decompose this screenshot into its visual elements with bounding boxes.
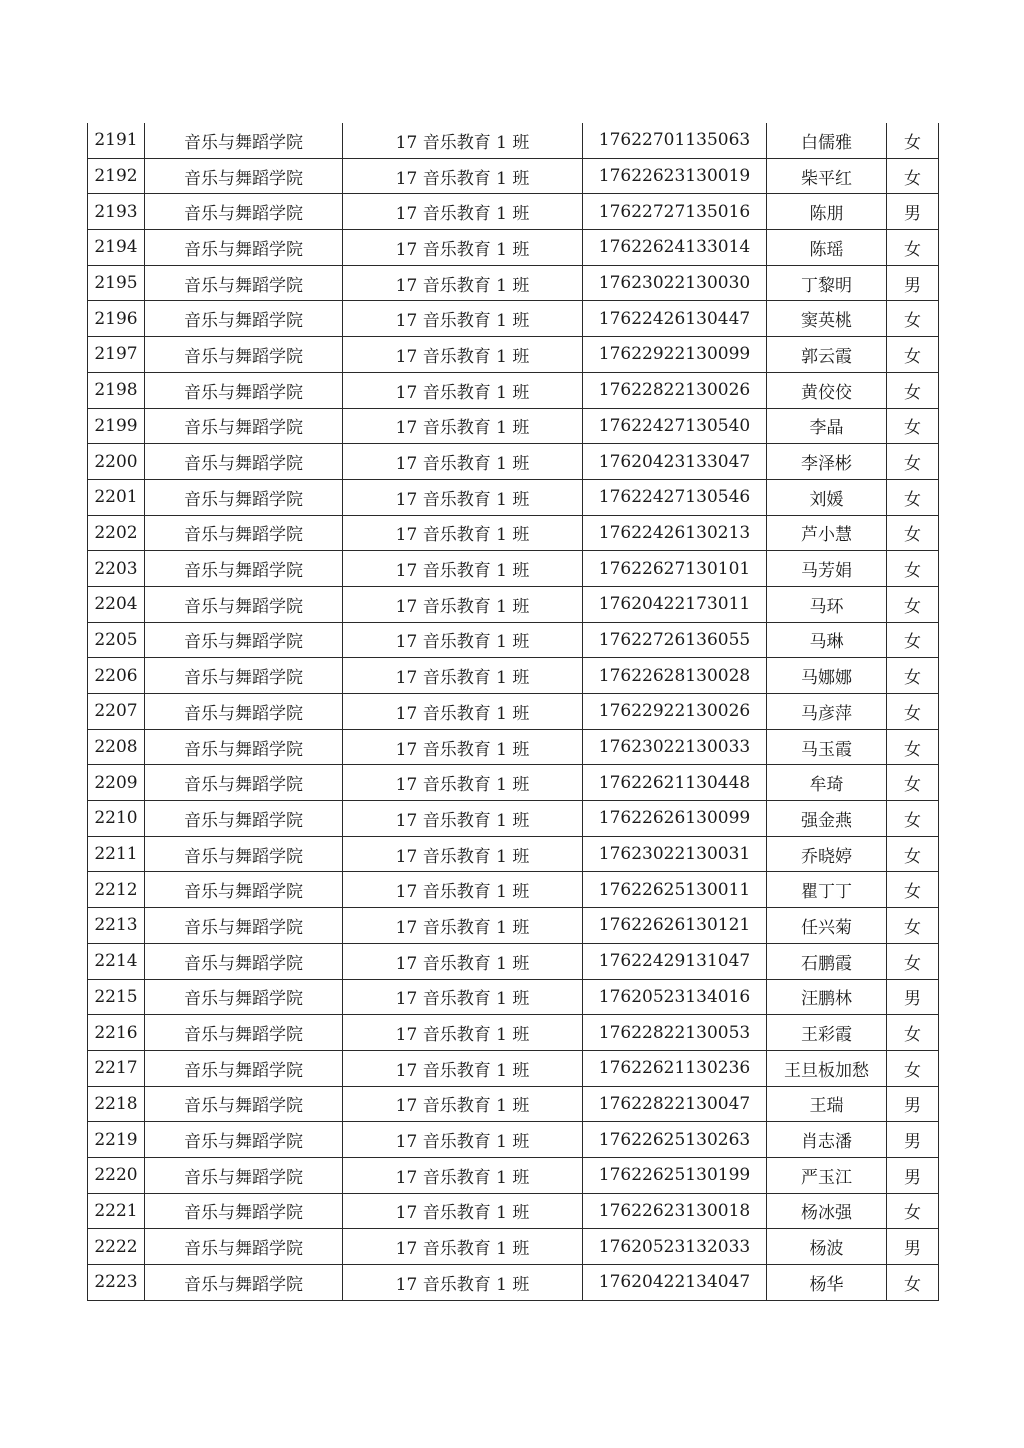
class-cell: 17 音乐教育 1 班 <box>343 444 583 480</box>
college-cell: 音乐与舞蹈学院 <box>145 230 343 266</box>
class-cell: 17 音乐教育 1 班 <box>343 372 583 408</box>
student-id-cell: 17622726136055 <box>583 622 767 658</box>
table-row <box>88 408 939 444</box>
gender-cell: 女 <box>887 836 939 872</box>
gender-cell: 女 <box>887 801 939 837</box>
row-number: 2202 <box>88 515 145 551</box>
table-row <box>88 586 939 622</box>
row-number: 2218 <box>88 1086 145 1122</box>
student-id-cell: 17620523134016 <box>583 979 767 1015</box>
table-row <box>88 230 939 266</box>
class-cell: 17 音乐教育 1 班 <box>343 158 583 194</box>
class-cell: 17 音乐教育 1 班 <box>343 479 583 515</box>
college-cell: 音乐与舞蹈学院 <box>145 551 343 587</box>
class-cell: 17 音乐教育 1 班 <box>343 943 583 979</box>
table-row <box>88 765 939 801</box>
row-number: 2204 <box>88 586 145 622</box>
class-cell: 17 音乐教育 1 班 <box>343 408 583 444</box>
college-cell: 音乐与舞蹈学院 <box>145 158 343 194</box>
table-row <box>88 1265 939 1301</box>
gender-cell: 女 <box>887 1015 939 1051</box>
gender-cell: 女 <box>887 1050 939 1086</box>
student-id-cell: 17623022130033 <box>583 729 767 765</box>
row-number: 2206 <box>88 658 145 694</box>
student-name-cell: 石鹏霞 <box>767 943 887 979</box>
student-name-cell: 杨冰强 <box>767 1193 887 1229</box>
college-cell: 音乐与舞蹈学院 <box>145 372 343 408</box>
class-cell: 17 音乐教育 1 班 <box>343 1229 583 1265</box>
student-id-cell: 17622922130099 <box>583 337 767 373</box>
student-name-cell: 马琳 <box>767 622 887 658</box>
gender-cell: 女 <box>887 123 939 158</box>
class-cell: 17 音乐教育 1 班 <box>343 1086 583 1122</box>
row-number: 2201 <box>88 479 145 515</box>
student-name-cell: 任兴菊 <box>767 908 887 944</box>
table-row <box>88 872 939 908</box>
student-name-cell: 王瑞 <box>767 1086 887 1122</box>
row-number: 2198 <box>88 372 145 408</box>
student-name-cell: 瞿丁丁 <box>767 872 887 908</box>
row-number: 2223 <box>88 1265 145 1301</box>
table-row <box>88 943 939 979</box>
student-id-cell: 17622625130263 <box>583 1122 767 1158</box>
gender-cell: 男 <box>887 1086 939 1122</box>
gender-cell: 女 <box>887 1265 939 1301</box>
class-cell: 17 音乐教育 1 班 <box>343 729 583 765</box>
table-row <box>88 1086 939 1122</box>
class-cell: 17 音乐教育 1 班 <box>343 1265 583 1301</box>
college-cell: 音乐与舞蹈学院 <box>145 123 343 158</box>
college-cell: 音乐与舞蹈学院 <box>145 836 343 872</box>
student-id-cell: 17622922130026 <box>583 694 767 730</box>
row-number: 2213 <box>88 908 145 944</box>
student-id-cell: 17622822130047 <box>583 1086 767 1122</box>
table-row <box>88 479 939 515</box>
row-number: 2195 <box>88 265 145 301</box>
gender-cell: 女 <box>887 872 939 908</box>
class-cell: 17 音乐教育 1 班 <box>343 1193 583 1229</box>
table-row <box>88 444 939 480</box>
table-row <box>88 301 939 337</box>
gender-cell: 女 <box>887 444 939 480</box>
college-cell: 音乐与舞蹈学院 <box>145 337 343 373</box>
student-name-cell: 牟琦 <box>767 765 887 801</box>
college-cell: 音乐与舞蹈学院 <box>145 658 343 694</box>
roster-body <box>88 123 939 1300</box>
student-name-cell: 严玉江 <box>767 1157 887 1193</box>
table-row <box>88 372 939 408</box>
student-name-cell: 窦英桃 <box>767 301 887 337</box>
student-id-cell: 17623022130030 <box>583 265 767 301</box>
college-cell: 音乐与舞蹈学院 <box>145 694 343 730</box>
gender-cell: 女 <box>887 479 939 515</box>
class-cell: 17 音乐教育 1 班 <box>343 801 583 837</box>
table-row <box>88 337 939 373</box>
class-cell: 17 音乐教育 1 班 <box>343 301 583 337</box>
student-name-cell: 汪鹏林 <box>767 979 887 1015</box>
gender-cell: 女 <box>887 337 939 373</box>
student-name-cell: 白儒雅 <box>767 123 887 158</box>
student-id-cell: 17622626130121 <box>583 908 767 944</box>
student-id-cell: 17622621130448 <box>583 765 767 801</box>
gender-cell: 男 <box>887 1229 939 1265</box>
class-cell: 17 音乐教育 1 班 <box>343 1122 583 1158</box>
student-id-cell: 17623022130031 <box>583 836 767 872</box>
gender-cell: 女 <box>887 1193 939 1229</box>
gender-cell: 女 <box>887 908 939 944</box>
table-row <box>88 515 939 551</box>
class-cell: 17 音乐教育 1 班 <box>343 1157 583 1193</box>
row-number: 2214 <box>88 943 145 979</box>
student-name-cell: 李泽彬 <box>767 444 887 480</box>
student-id-cell: 17622429131047 <box>583 943 767 979</box>
student-name-cell: 刘媛 <box>767 479 887 515</box>
gender-cell: 男 <box>887 194 939 230</box>
college-cell: 音乐与舞蹈学院 <box>145 194 343 230</box>
student-name-cell: 马彦萍 <box>767 694 887 730</box>
row-number: 2196 <box>88 301 145 337</box>
student-id-cell: 17622626130099 <box>583 801 767 837</box>
class-cell: 17 音乐教育 1 班 <box>343 230 583 266</box>
college-cell: 音乐与舞蹈学院 <box>145 1193 343 1229</box>
row-number: 2192 <box>88 158 145 194</box>
college-cell: 音乐与舞蹈学院 <box>145 586 343 622</box>
college-cell: 音乐与舞蹈学院 <box>145 1050 343 1086</box>
gender-cell: 男 <box>887 265 939 301</box>
gender-cell: 女 <box>887 622 939 658</box>
student-name-cell: 芦小慧 <box>767 515 887 551</box>
row-number: 2217 <box>88 1050 145 1086</box>
college-cell: 音乐与舞蹈学院 <box>145 301 343 337</box>
row-number: 2212 <box>88 872 145 908</box>
student-name-cell: 乔晓婷 <box>767 836 887 872</box>
college-cell: 音乐与舞蹈学院 <box>145 1229 343 1265</box>
row-number: 2210 <box>88 801 145 837</box>
class-cell: 17 音乐教育 1 班 <box>343 515 583 551</box>
class-cell: 17 音乐教育 1 班 <box>343 586 583 622</box>
row-number: 2200 <box>88 444 145 480</box>
college-cell: 音乐与舞蹈学院 <box>145 801 343 837</box>
table-row <box>88 265 939 301</box>
college-cell: 音乐与舞蹈学院 <box>145 1122 343 1158</box>
student-id-cell: 17620422173011 <box>583 586 767 622</box>
class-cell: 17 音乐教育 1 班 <box>343 551 583 587</box>
row-number: 2191 <box>88 123 145 158</box>
table-row <box>88 836 939 872</box>
row-number: 2219 <box>88 1122 145 1158</box>
gender-cell: 男 <box>887 1122 939 1158</box>
gender-cell: 女 <box>887 694 939 730</box>
class-cell: 17 音乐教育 1 班 <box>343 979 583 1015</box>
row-number: 2216 <box>88 1015 145 1051</box>
table-row <box>88 1229 939 1265</box>
student-id-cell: 17622727135016 <box>583 194 767 230</box>
student-roster-table <box>87 123 939 1301</box>
student-name-cell: 强金燕 <box>767 801 887 837</box>
college-cell: 音乐与舞蹈学院 <box>145 515 343 551</box>
gender-cell: 男 <box>887 979 939 1015</box>
row-number: 2194 <box>88 230 145 266</box>
class-cell: 17 音乐教育 1 班 <box>343 908 583 944</box>
gender-cell: 女 <box>887 586 939 622</box>
student-name-cell: 肖志潘 <box>767 1122 887 1158</box>
row-number: 2221 <box>88 1193 145 1229</box>
row-number: 2209 <box>88 765 145 801</box>
student-id-cell: 17620423133047 <box>583 444 767 480</box>
table-row <box>88 1015 939 1051</box>
table-row <box>88 1157 939 1193</box>
college-cell: 音乐与舞蹈学院 <box>145 765 343 801</box>
college-cell: 音乐与舞蹈学院 <box>145 1265 343 1301</box>
student-id-cell: 17622621130236 <box>583 1050 767 1086</box>
student-id-cell: 17622624133014 <box>583 230 767 266</box>
student-id-cell: 17622427130546 <box>583 479 767 515</box>
student-name-cell: 李晶 <box>767 408 887 444</box>
class-cell: 17 音乐教育 1 班 <box>343 872 583 908</box>
student-name-cell: 杨华 <box>767 1265 887 1301</box>
class-cell: 17 音乐教育 1 班 <box>343 1050 583 1086</box>
student-id-cell: 17620523132033 <box>583 1229 767 1265</box>
row-number: 2197 <box>88 337 145 373</box>
student-id-cell: 17622627130101 <box>583 551 767 587</box>
gender-cell: 女 <box>887 515 939 551</box>
gender-cell: 女 <box>887 301 939 337</box>
table-row <box>88 158 939 194</box>
row-number: 2205 <box>88 622 145 658</box>
student-name-cell: 黄佼佼 <box>767 372 887 408</box>
student-name-cell: 马娜娜 <box>767 658 887 694</box>
table-row <box>88 123 939 158</box>
class-cell: 17 音乐教育 1 班 <box>343 265 583 301</box>
table-row <box>88 694 939 730</box>
student-id-cell: 17622625130011 <box>583 872 767 908</box>
student-id-cell: 17622426130447 <box>583 301 767 337</box>
college-cell: 音乐与舞蹈学院 <box>145 1157 343 1193</box>
college-cell: 音乐与舞蹈学院 <box>145 872 343 908</box>
class-cell: 17 音乐教育 1 班 <box>343 836 583 872</box>
class-cell: 17 音乐教育 1 班 <box>343 194 583 230</box>
row-number: 2193 <box>88 194 145 230</box>
class-cell: 17 音乐教育 1 班 <box>343 658 583 694</box>
class-cell: 17 音乐教育 1 班 <box>343 337 583 373</box>
table-row <box>88 801 939 837</box>
college-cell: 音乐与舞蹈学院 <box>145 265 343 301</box>
class-cell: 17 音乐教育 1 班 <box>343 765 583 801</box>
college-cell: 音乐与舞蹈学院 <box>145 729 343 765</box>
table-row <box>88 1122 939 1158</box>
student-name-cell: 王彩霞 <box>767 1015 887 1051</box>
student-id-cell: 17622701135063 <box>583 123 767 158</box>
gender-cell: 男 <box>887 1157 939 1193</box>
college-cell: 音乐与舞蹈学院 <box>145 444 343 480</box>
college-cell: 音乐与舞蹈学院 <box>145 1086 343 1122</box>
row-number: 2215 <box>88 979 145 1015</box>
row-number: 2222 <box>88 1229 145 1265</box>
student-id-cell: 17622427130540 <box>583 408 767 444</box>
college-cell: 音乐与舞蹈学院 <box>145 479 343 515</box>
student-id-cell: 17622822130026 <box>583 372 767 408</box>
student-id-cell: 17622623130018 <box>583 1193 767 1229</box>
student-name-cell: 杨波 <box>767 1229 887 1265</box>
gender-cell: 女 <box>887 230 939 266</box>
table-row <box>88 908 939 944</box>
row-number: 2208 <box>88 729 145 765</box>
gender-cell: 女 <box>887 658 939 694</box>
table-row <box>88 194 939 230</box>
student-id-cell: 17622628130028 <box>583 658 767 694</box>
student-id-cell: 17622623130019 <box>583 158 767 194</box>
student-name-cell: 郭云霞 <box>767 337 887 373</box>
student-name-cell: 柴平红 <box>767 158 887 194</box>
student-name-cell: 马环 <box>767 586 887 622</box>
student-id-cell: 17622426130213 <box>583 515 767 551</box>
student-id-cell: 17620422134047 <box>583 1265 767 1301</box>
gender-cell: 女 <box>887 765 939 801</box>
student-name-cell: 丁黎明 <box>767 265 887 301</box>
table-row <box>88 658 939 694</box>
row-number: 2207 <box>88 694 145 730</box>
class-cell: 17 音乐教育 1 班 <box>343 694 583 730</box>
table-row <box>88 729 939 765</box>
gender-cell: 女 <box>887 551 939 587</box>
gender-cell: 女 <box>887 943 939 979</box>
table-row <box>88 622 939 658</box>
student-name-cell: 王旦板加愁 <box>767 1050 887 1086</box>
student-name-cell: 陈瑶 <box>767 230 887 266</box>
table-row <box>88 1050 939 1086</box>
student-name-cell: 马芳娟 <box>767 551 887 587</box>
class-cell: 17 音乐教育 1 班 <box>343 622 583 658</box>
college-cell: 音乐与舞蹈学院 <box>145 943 343 979</box>
row-number: 2211 <box>88 836 145 872</box>
row-number: 2203 <box>88 551 145 587</box>
class-cell: 17 音乐教育 1 班 <box>343 123 583 158</box>
table-row <box>88 1193 939 1229</box>
college-cell: 音乐与舞蹈学院 <box>145 979 343 1015</box>
gender-cell: 女 <box>887 729 939 765</box>
row-number: 2199 <box>88 408 145 444</box>
college-cell: 音乐与舞蹈学院 <box>145 622 343 658</box>
table-row <box>88 551 939 587</box>
student-id-cell: 17622625130199 <box>583 1157 767 1193</box>
gender-cell: 女 <box>887 408 939 444</box>
table-row <box>88 979 939 1015</box>
student-name-cell: 马玉霞 <box>767 729 887 765</box>
student-name-cell: 陈朋 <box>767 194 887 230</box>
college-cell: 音乐与舞蹈学院 <box>145 908 343 944</box>
college-cell: 音乐与舞蹈学院 <box>145 408 343 444</box>
gender-cell: 女 <box>887 372 939 408</box>
student-id-cell: 17622822130053 <box>583 1015 767 1051</box>
college-cell: 音乐与舞蹈学院 <box>145 1015 343 1051</box>
gender-cell: 女 <box>887 158 939 194</box>
class-cell: 17 音乐教育 1 班 <box>343 1015 583 1051</box>
row-number: 2220 <box>88 1157 145 1193</box>
